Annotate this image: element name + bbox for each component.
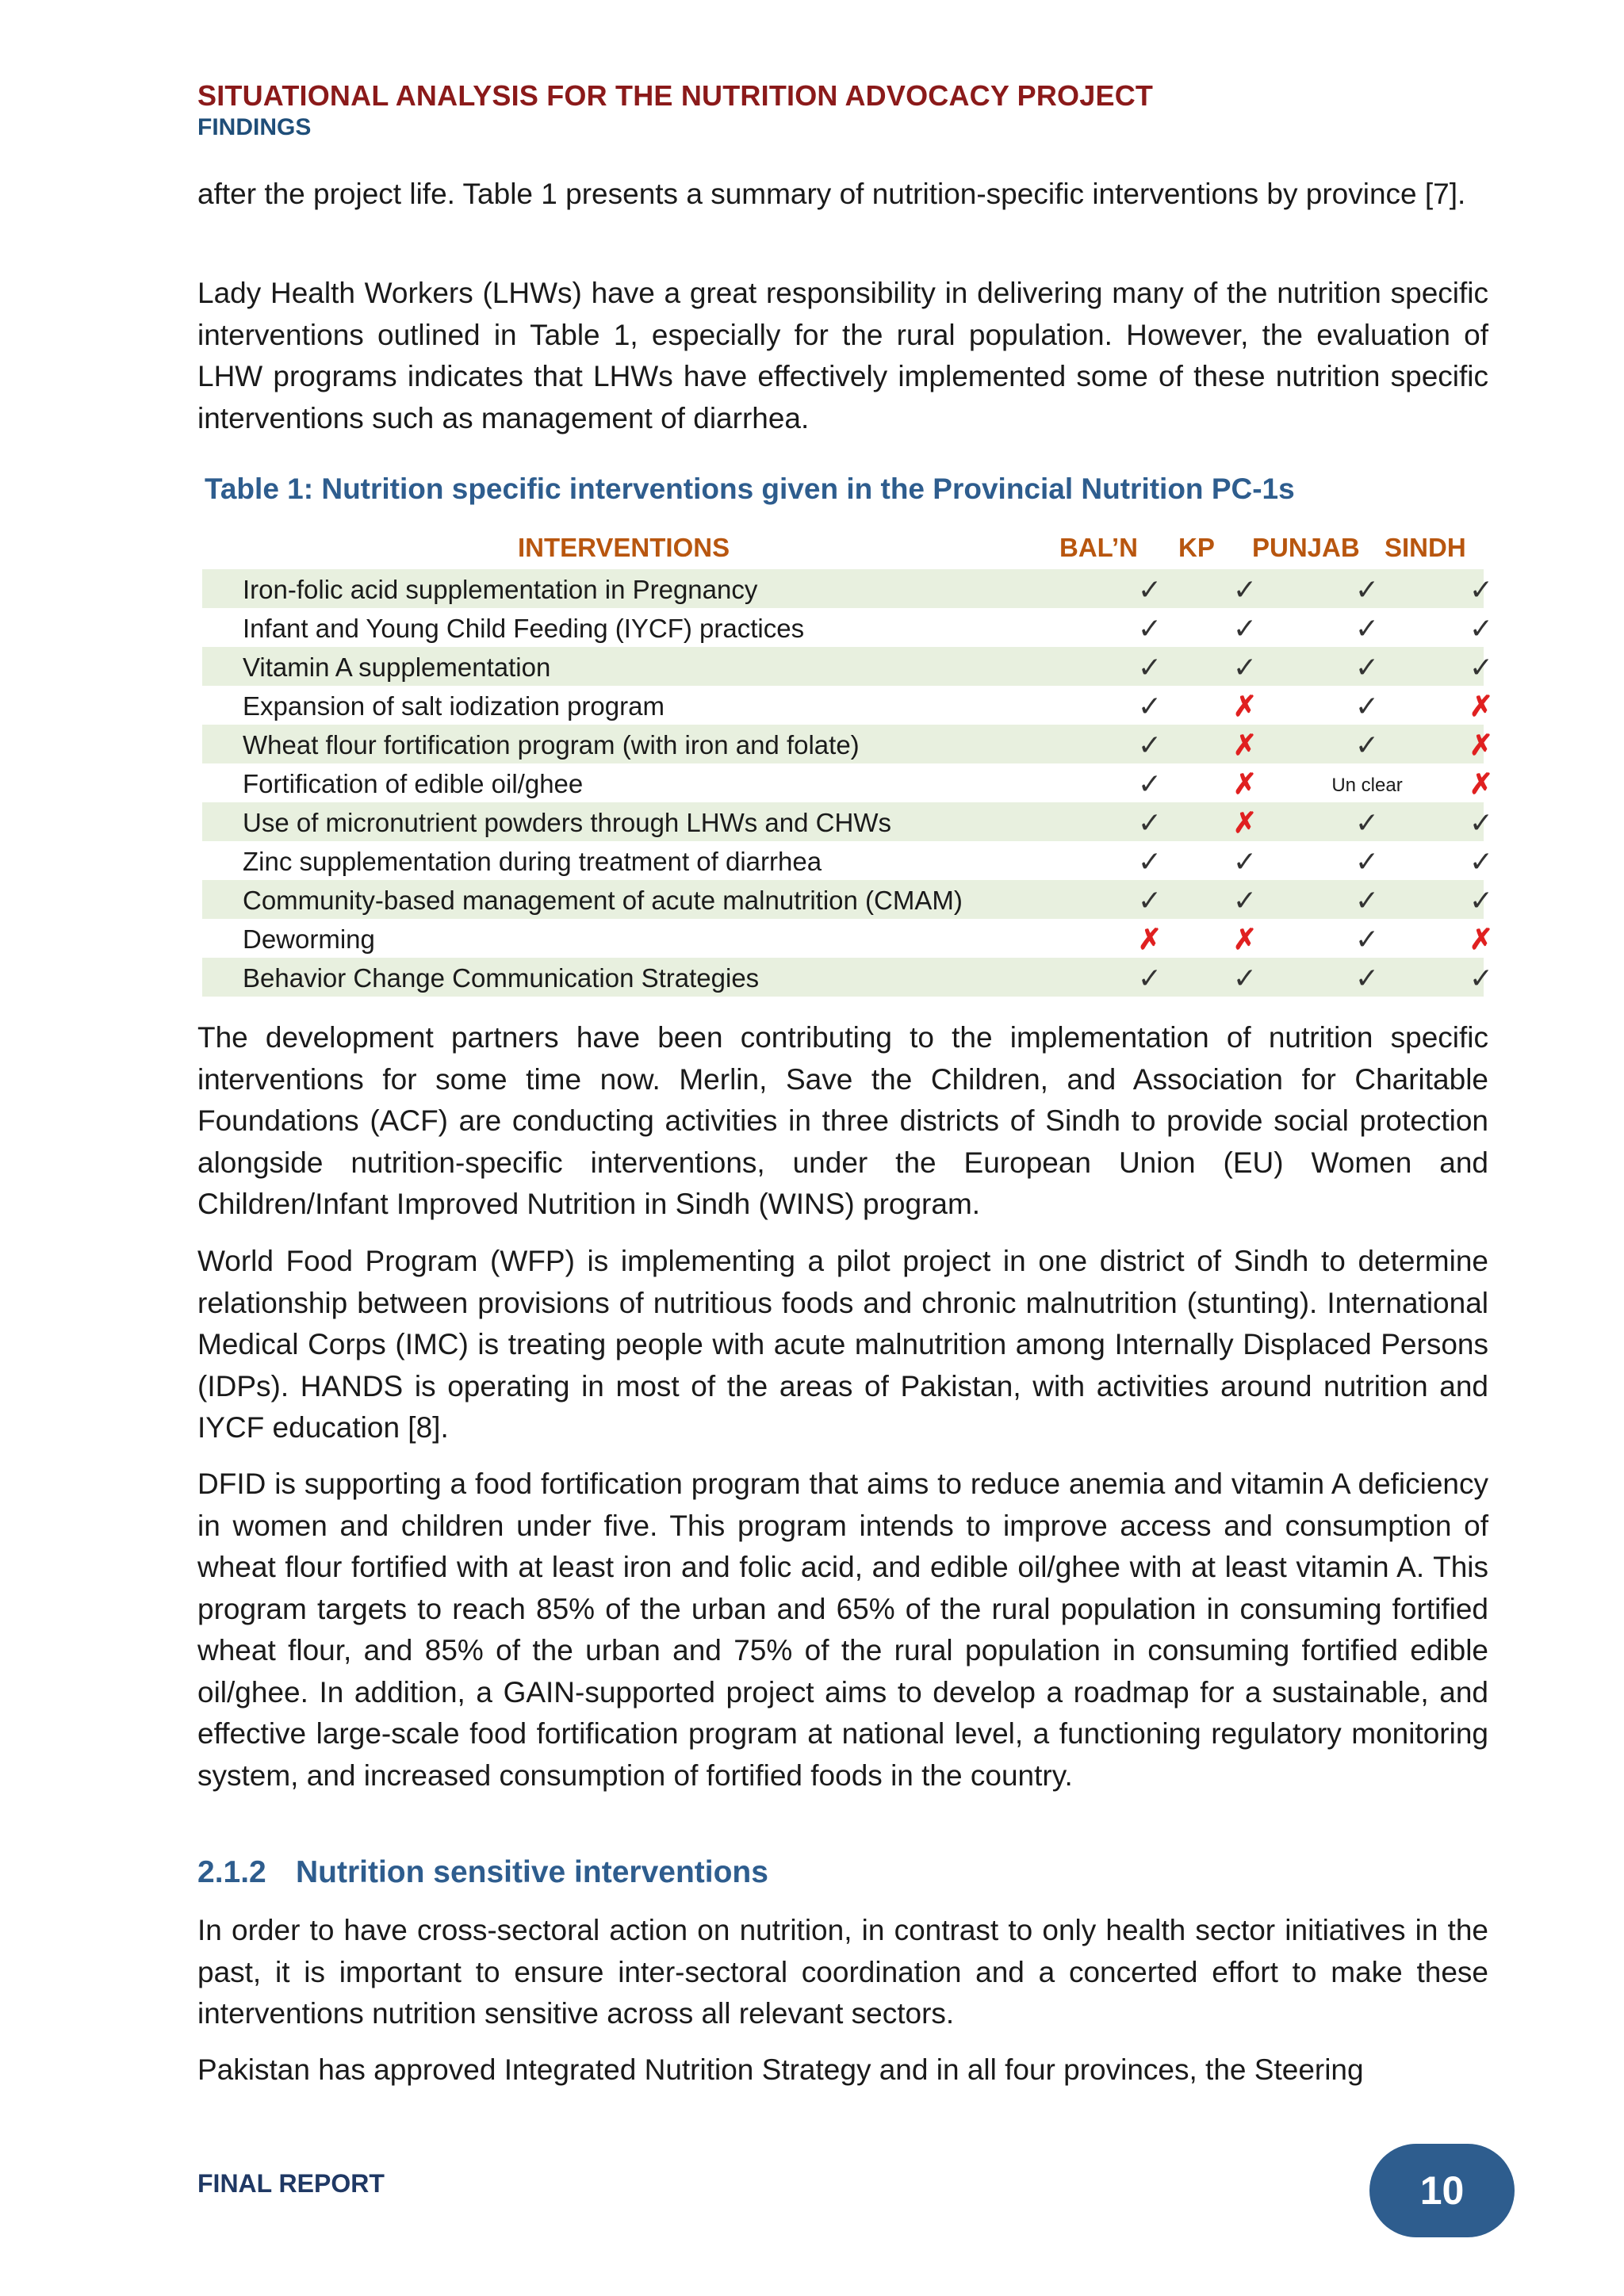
intervention-name: Fortification of edible oil/ghee <box>243 769 584 798</box>
sindh-cell: ✓ <box>1469 806 1494 839</box>
intervention-name: Use of micronutrient powders through LHWs and CHWs <box>243 808 891 837</box>
intervention-name: Deworming <box>243 924 375 954</box>
section-heading <box>197 1855 768 1890</box>
punjab-cell: Un clear <box>1331 775 1403 796</box>
table-row <box>202 763 1494 802</box>
interventions-table <box>202 523 1494 997</box>
sindh-cell: ✗ <box>1469 767 1494 800</box>
sindh-cell: ✓ <box>1469 962 1494 994</box>
punjab-cell: ✓ <box>1354 612 1380 645</box>
baln-cell: ✓ <box>1137 884 1162 916</box>
table-row <box>202 880 1494 919</box>
table-header-row <box>202 523 1484 569</box>
kp-cell: ✗ <box>1232 806 1258 839</box>
table-row <box>202 647 1494 686</box>
table-body <box>202 569 1494 997</box>
header-baln: BAL’N <box>1059 533 1138 562</box>
intervention-name: Infant and Young Child Feeding (IYCF) practices <box>243 614 805 643</box>
kp-cell: ✗ <box>1232 729 1258 761</box>
punjab-cell: ✓ <box>1354 806 1380 839</box>
kp-cell: ✓ <box>1232 573 1258 606</box>
table-row <box>202 725 1494 763</box>
punjab-cell: ✓ <box>1354 729 1380 761</box>
sindh-cell: ✓ <box>1469 612 1494 645</box>
intervention-name: Behavior Change Communication Strategies <box>243 963 760 993</box>
report-title: SITUATIONAL ANALYSIS FOR THE NUTRITION ADVOCACY PROJECT <box>197 79 1154 112</box>
sindh-cell: ✓ <box>1469 845 1494 878</box>
kp-cell: ✓ <box>1232 845 1258 878</box>
baln-cell: ✓ <box>1137 729 1162 761</box>
baln-cell: ✓ <box>1137 845 1162 878</box>
baln-cell: ✓ <box>1137 690 1162 722</box>
header-sindh: SINDH <box>1385 533 1466 562</box>
baln-cell: ✓ <box>1137 806 1162 839</box>
kp-cell: ✗ <box>1232 690 1258 722</box>
table-row <box>202 608 1494 647</box>
kp-cell: ✗ <box>1232 767 1258 800</box>
paragraph-2: Lady Health Workers (LHWs) have a great responsibility in delivering many of the nutrition specific interventions outlined in Table 1, especially for the rural population. However, the evaluation of LHW programs indicates that LHWs have effectively implemented some of these nutrition specific interventions such as management of diarrhea. <box>197 277 1488 434</box>
punjab-cell: ✓ <box>1354 690 1380 722</box>
punjab-cell: ✓ <box>1354 962 1380 994</box>
kp-cell: ✓ <box>1232 612 1258 645</box>
header-punjab: PUNJAB <box>1252 533 1360 562</box>
paragraph-5: DFID is supporting a food fortification program that aims to reduce anemia and vitamin A deficiency in women and children under five. This program intends to improve access and consumption of wheat flour fortified with at least iron and folic acid, and edible oil/ghee with at least vitamin A. This program targets to reach 85% of the urban and 65% of the rural population in consuming fortified wheat flour, and 85% of the urban and 75% of the rural population in consuming fortified edible oil/ghee. In addition, a GAIN-supported project aims to develop a roadmap for a sustainable, and effective large-scale food fortification program at national level, a functioning regulatory monitoring system, and increased consumption of fortified foods in the country. <box>197 1468 1488 1792</box>
punjab-cell: ✓ <box>1354 651 1380 683</box>
baln-cell: ✓ <box>1137 651 1162 683</box>
intervention-name: Vitamin A supplementation <box>243 652 551 682</box>
baln-cell: ✓ <box>1137 612 1162 645</box>
paragraph-6: In order to have cross-sectoral action on nutrition, in contrast to only health sector initiatives in the past, it is important to ensure inter-sectoral coordination and a concerted effort to make these interventions nutrition sensitive across all relevant sectors. <box>197 1914 1488 2030</box>
footer-label: FINAL REPORT <box>197 2169 385 2198</box>
intervention-name: Zinc supplementation during treatment of diarrhea <box>243 847 822 876</box>
section-number: 2.1.2 <box>197 1855 266 1889</box>
punjab-cell: ✓ <box>1354 573 1380 606</box>
table-row <box>202 686 1494 725</box>
table-caption: Table 1: Nutrition specific interventions given in the Provincial Nutrition PC-1s <box>205 473 1295 505</box>
baln-cell: ✓ <box>1137 573 1162 606</box>
header-interventions: INTERVENTIONS <box>518 533 730 562</box>
sindh-cell: ✓ <box>1469 651 1494 683</box>
sindh-cell: ✓ <box>1469 884 1494 916</box>
paragraph-7: Pakistan has approved Integrated Nutrition Strategy and in all four provinces, the Steering <box>197 2053 1364 2086</box>
sindh-cell: ✓ <box>1469 573 1494 606</box>
punjab-cell: ✓ <box>1354 923 1380 955</box>
kp-cell: ✗ <box>1232 923 1258 955</box>
table-row <box>202 569 1494 608</box>
punjab-cell: ✓ <box>1354 884 1380 916</box>
baln-cell: ✓ <box>1137 767 1162 800</box>
sindh-cell: ✗ <box>1469 923 1494 955</box>
report-section-label: FINDINGS <box>197 114 312 140</box>
sindh-cell: ✗ <box>1469 690 1494 722</box>
intervention-name: Expansion of salt iodization program <box>243 691 665 721</box>
section-title: Nutrition sensitive interventions <box>296 1855 768 1889</box>
kp-cell: ✓ <box>1232 962 1258 994</box>
kp-cell: ✓ <box>1232 651 1258 683</box>
paragraph-3: The development partners have been contributing to the implementation of nutrition specific interventions for some time now. Merlin, Save the Children, and Association for Charitable Foundations (ACF) are conducting activities in three districts of Sindh to provide social protection alongside nutrition-specific interventions, under the European Union (EU) Women and Children/Infant Improved Nutrition in Sindh (WINS) program. <box>197 1021 1488 1220</box>
table-row <box>202 958 1494 997</box>
paragraph-1: after the project life. Table 1 presents a summary of nutrition-specific interventions by province [7]. <box>197 178 1466 210</box>
intervention-name: Community-based management of acute malnutrition (CMAM) <box>243 886 963 915</box>
kp-cell: ✓ <box>1232 884 1258 916</box>
punjab-cell: ✓ <box>1354 845 1380 878</box>
baln-cell: ✓ <box>1137 962 1162 994</box>
paragraph-4: World Food Program (WFP) is implementing a pilot project in one district of Sindh to determine relationship between provisions of nutritious foods and chronic malnutrition (stunting). International Medical Corps (IMC) is treating people with acute malnutrition among Internally Displaced Persons (IDPs). HANDS is operating in most of the areas of Pakistan, with activities around nutrition and IYCF education [8]. <box>197 1245 1488 1444</box>
sindh-cell: ✗ <box>1469 729 1494 761</box>
table-row <box>202 802 1494 841</box>
table-row <box>202 841 1494 880</box>
header-kp: KP <box>1178 533 1215 562</box>
baln-cell: ✗ <box>1137 923 1162 955</box>
page-number-badge: 10 <box>1369 2144 1515 2237</box>
intervention-name: Iron-folic acid supplementation in Pregnancy <box>243 575 758 604</box>
intervention-name: Wheat flour fortification program (with iron and folate) <box>243 730 860 760</box>
table-row <box>202 919 1494 958</box>
